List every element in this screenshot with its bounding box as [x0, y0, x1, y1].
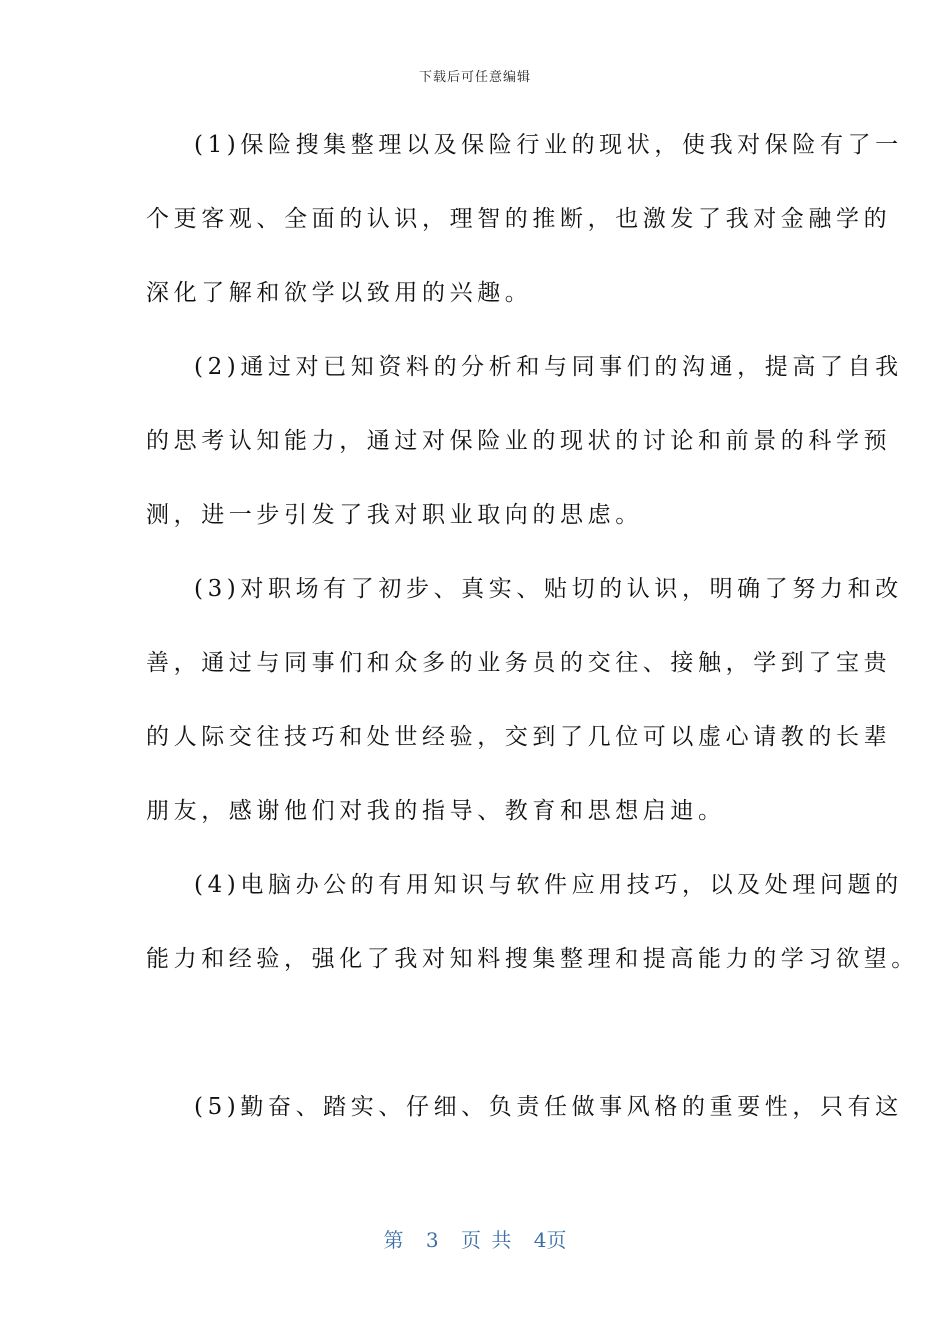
paragraph-line: 善，通过与同事们和众多的业务员的交往、接触，学到了宝贵: [146, 650, 892, 676]
paragraph-5: [146, 1080, 903, 1154]
footer-middle: 页 共: [461, 1228, 512, 1252]
paragraph-line: 测，进一步引发了我对职业取向的思虑。: [146, 502, 643, 528]
footer-current-page: 3: [425, 1228, 439, 1252]
document-body: [146, 118, 919, 1154]
paragraph-line: (1)保险搜集整理以及保险行业的现状，使我对保险有了一: [194, 132, 903, 158]
paragraph-line: (3)对职场有了初步、真实、贴切的认识，明确了努力和改: [194, 576, 903, 602]
paragraph-line: 朋友，感谢他们对我的指导、教育和思想启迪。: [146, 798, 726, 824]
paragraph-line: (4)电脑办公的有用知识与软件应用技巧，以及处理问题的: [194, 872, 903, 898]
paragraph-spacer: [146, 1006, 814, 1080]
paragraph-line: 能力和经验，强化了我对知料搜集整理和提高能力的学习欲望。: [146, 946, 919, 972]
paragraph-line: (5)勤奋、踏实、仔细、负责任做事风格的重要性，只有这: [194, 1094, 903, 1120]
header-note: 下载后可任意编辑: [418, 70, 531, 85]
page-footer: [0, 1224, 950, 1253]
paragraph-line: 的人际交往技巧和处世经验，交到了几位可以虚心请教的长辈: [146, 724, 892, 750]
footer-total-pages: 4页: [533, 1228, 567, 1252]
paragraph-line: (2)通过对已知资料的分析和与同事们的沟通，提高了自我: [194, 354, 903, 380]
paragraph-2: [146, 340, 903, 562]
paragraph-4: [146, 858, 919, 1006]
footer-prefix: 第: [383, 1228, 404, 1252]
paragraph-1: [146, 118, 903, 340]
paragraph-3: [146, 562, 903, 858]
paragraph-line: 深化了解和欲学以致用的兴趣。: [146, 280, 533, 306]
paragraph-line: 的思考认知能力，通过对保险业的现状的讨论和前景的科学预: [146, 428, 892, 454]
paragraph-line: 个更客观、全面的认识，理智的推断，也激发了我对金融学的: [146, 206, 892, 232]
